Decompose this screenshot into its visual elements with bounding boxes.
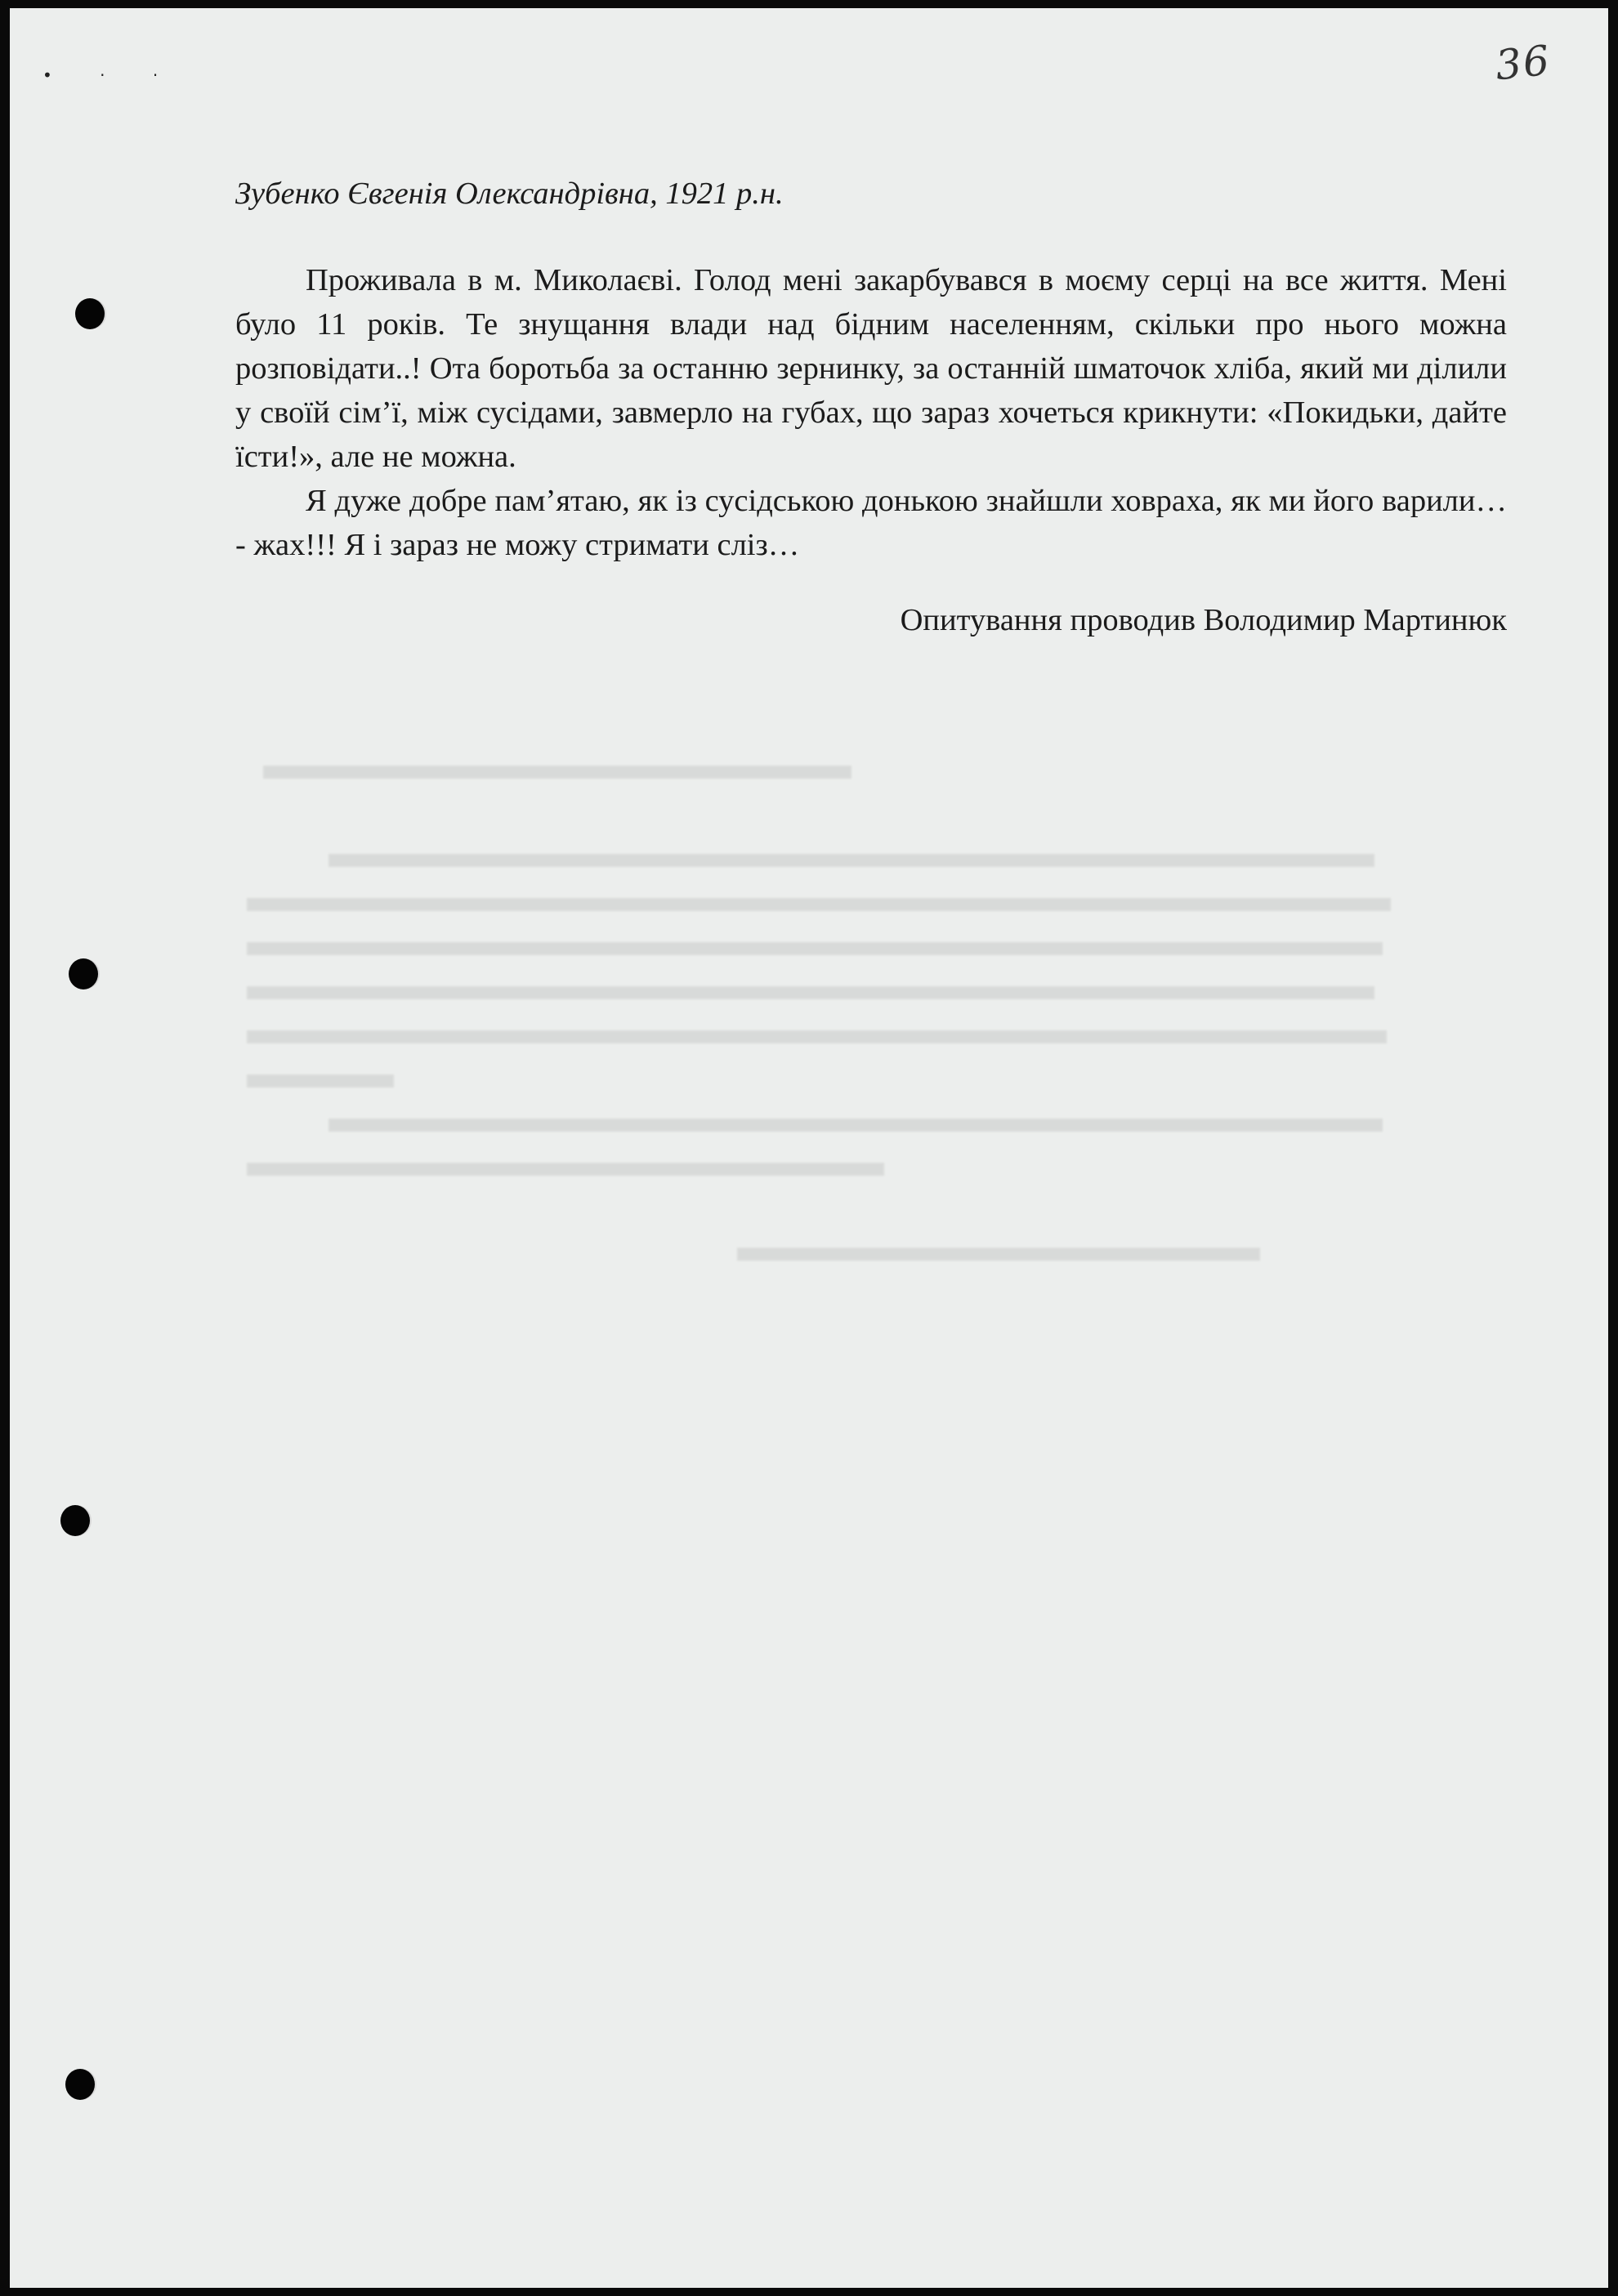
document-page xyxy=(10,8,1608,2288)
punch-hole-2 xyxy=(69,958,98,989)
punch-hole-1 xyxy=(75,298,105,329)
testimony-paragraph-1: Проживала в м. Миколаєві. Голод мені закарбувався в моєму серці на все життя. Мені було 11 років. Те знущання влади над бідним населенням, скільки про нього можна розповідати..! Ота боротьба за останню зернинку, за останній шматочок хліба, який ми ділили у своїй сім’ї, між сусідами, завмерло на губах, що зараз хочеться крикнути: «Покидьки, дайте їсти!», але не можна. xyxy=(235,263,1507,474)
document-body xyxy=(235,172,1507,642)
corner-marks: • · · xyxy=(42,65,180,85)
respondent-heading: Зубенко Євгенія Олександрівна, 1921 р.н. xyxy=(235,176,784,211)
punch-hole-3 xyxy=(60,1505,90,1536)
bleed-through-shadow xyxy=(247,748,1473,1271)
testimony-paragraph-2: Я дуже добре пам’ятаю, як із сусідською донькою знайшли ховраха, як ми його варили… - жах!!! Я і зараз не можу стримати сліз… xyxy=(235,484,1507,562)
page-number: 36 xyxy=(1493,36,1553,90)
bleed-through-lines xyxy=(247,748,1473,1271)
punch-hole-4 xyxy=(65,2069,95,2100)
interviewer-signature: Опитування проводив Володимир Мартинюк xyxy=(900,603,1507,637)
